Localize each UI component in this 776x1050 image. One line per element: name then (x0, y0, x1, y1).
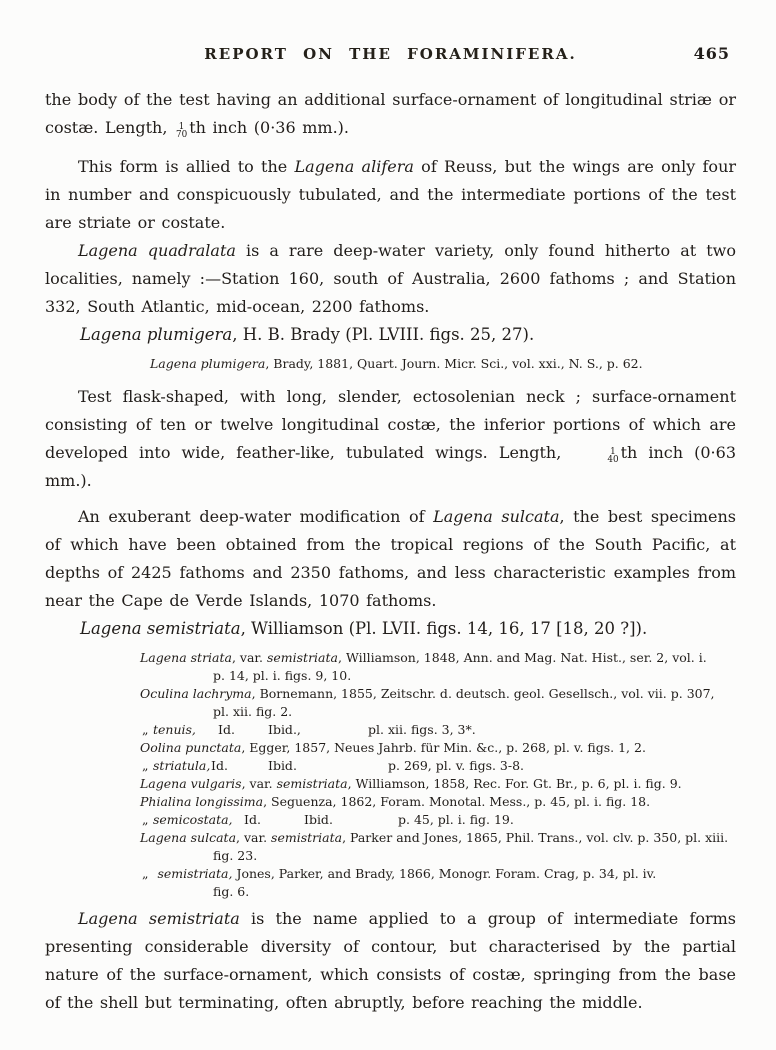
species-name-italic: Lagena sulcata (140, 830, 237, 845)
synonymy-citation (140, 829, 736, 847)
citation-author-abbrev: Id. (218, 722, 235, 737)
species-name-italic: semistriata (271, 830, 343, 845)
species-name-italic: striatula, (153, 758, 211, 773)
text-segment: , Bornemann, 1855, Zeitschr. d. deutsch. geol. Gesellsch., vol. vii. p. 307, (251, 686, 715, 701)
text-segment: Test flask-shaped, with long, slender, ectosolenian neck ; surface-ornament consisting of ten or twelve longitudinal costæ, the inferior portions of which are developed into wide, feather-like, tubulated wings. Length, (45, 387, 736, 462)
text-segment: , Williamson (Pl. LVII. figs. 14, 16, 17 [18, 20 ?]). (240, 619, 648, 638)
citation-figure-ref: pl. xii. figs. 3, 3*. (368, 722, 476, 737)
species-name-italic: semicostata, (153, 812, 233, 827)
paragraph (45, 237, 736, 321)
synonymy-citation (140, 793, 736, 811)
species-heading (45, 615, 736, 643)
citation-source-abbrev: Ibid., (268, 722, 301, 737)
text-segment: the body of the test having an additional surface-ornament of longitudinal striæ or costæ. Length, (45, 90, 736, 137)
text-segment: , the best specimens of which have been obtained from the tropical regions of the South Pacific, at depths of 2425 fathoms and 2350 fathoms, and less characteristic examples from near the Cape de Verde Islands, 1070 fathoms. (45, 507, 736, 610)
species-name-italic: Lagena quadralata (78, 241, 236, 260)
species-name-italic: Lagena striata (140, 650, 232, 665)
species-name-italic: Oculina lachryma (140, 686, 252, 701)
text-segment: , Seguenza, 1862, Foram. Monotal. Mess., p. 45, pl. i. fig. 18. (263, 794, 651, 809)
synonymy-list (140, 649, 736, 901)
text-segment: , H. B. Brady (Pl. LVIII. figs. 25, 27). (232, 325, 535, 344)
text-segment: th inch (0·36 mm.). (189, 118, 350, 137)
ditto-mark: „ (142, 812, 149, 827)
species-name-italic: Oolina punctata (140, 740, 242, 755)
citation-continuation: pl. xii. fig. 2. (213, 704, 293, 719)
species-name-italic: Phialina longissima (140, 794, 264, 809)
text-segment: , Brady, 1881, Quart. Journ. Micr. Sci., vol. xxi., N. S., p. 62. (265, 356, 643, 371)
citation-author-abbrev: Id. (211, 758, 228, 773)
species-name-italic: Lagena plumigera (150, 356, 266, 371)
citation-source-abbrev: Ibid. (304, 812, 333, 827)
paragraph (45, 153, 736, 237)
text-segment: An exuberant deep-water modification of (78, 507, 434, 526)
text-segment: This form is allied to the (78, 157, 295, 176)
species-name-italic: Lagena sulcata (433, 507, 560, 526)
citation-text: Jones, Parker, and Brady, 1866, Monogr. Foram. Crag, p. 34, pl. iv. (232, 866, 657, 881)
text-segment: , Egger, 1857, Neues Jahrb. für Min. &c., p. 268, pl. v. figs. 1, 2. (241, 740, 646, 755)
page-title: REPORT ON THE FORAMINIFERA. (204, 45, 577, 63)
ditto-mark: „ (142, 866, 149, 881)
synonymy-citation-ditto (140, 811, 736, 829)
species-name-italic: Lagena semistriata (80, 619, 241, 638)
citation-reference (150, 355, 736, 373)
synonymy-citation-ditto (140, 721, 736, 739)
text-segment: is a rare deep-water variety, only found hitherto at two localities, namely :—Station 160, south of Australia, 2600 fathoms ; and Station 332, South Atlantic, mid-ocean, 2200 fathoms. (45, 241, 736, 316)
synonymy-citation (140, 775, 736, 793)
citation-figure-ref: p. 269, pl. v. figs. 3-8. (388, 758, 525, 773)
species-name-italic: tenuis, (153, 722, 196, 737)
paragraph-continuation (45, 86, 736, 142)
citation-continuation: p. 14, pl. i. figs. 9, 10. (213, 668, 352, 683)
citation-figure-ref: p. 45, pl. i. fig. 19. (398, 812, 514, 827)
ditto-mark: „ (142, 722, 149, 737)
running-header (45, 44, 736, 64)
species-name-italic: semistriata, (157, 866, 233, 881)
text-segment: , Williamson, 1858, Rec. For. Gt. Br., p. 6, pl. i. fig. 9. (347, 776, 682, 791)
species-name-italic: semistriata (266, 650, 338, 665)
synonymy-citation (140, 649, 736, 667)
text-segment: is the name applied to a group of intermediate forms presenting considerable diversity of contour, but characterised by the partial nature of the surface-ornament, which consists of costæ, springing from the base of the shell but terminating, often abruptly, before reaching the middle. (45, 909, 737, 1012)
page-number: 465 (693, 44, 730, 63)
synonymy-citation-ditto (140, 865, 736, 883)
fraction: 1 40 (607, 446, 619, 465)
text-segment: th inch (0·63 mm.). (45, 443, 737, 490)
paragraph (45, 905, 736, 1017)
text-segment: , var. (241, 776, 277, 791)
synonymy-citation-ditto (140, 757, 736, 775)
synonymy-citation (140, 685, 736, 703)
species-name-italic: Lagena vulgaris (140, 776, 242, 791)
paragraph (45, 503, 736, 615)
fraction: 1 70 (176, 121, 188, 140)
text-segment: of Reuss, but the wings are only four in number and conspicuously tubulated, and the intermediate portions of the test are striate or costate. (45, 157, 737, 232)
species-heading (45, 321, 736, 349)
citation-source-abbrev: Ibid. (268, 758, 297, 773)
synonymy-citation (140, 739, 736, 757)
species-name-italic: semistriata (276, 776, 348, 791)
text-segment: , var. (236, 830, 272, 845)
citation-author-abbrev: Id. (244, 812, 261, 827)
species-name-italic: Lagena alifera (294, 157, 414, 176)
paragraph (45, 383, 736, 495)
text-segment: , var. (231, 650, 267, 665)
citation-continuation: fig. 6. (213, 884, 250, 899)
species-name-italic: Lagena plumigera (80, 325, 233, 344)
ditto-mark: „ (142, 758, 149, 773)
text-segment: , Parker and Jones, 1865, Phil. Trans., vol. clv. p. 350, pl. xiii. (342, 830, 729, 845)
species-name-italic: Lagena semistriata (78, 909, 240, 928)
citation-continuation: fig. 23. (213, 848, 258, 863)
page-content (45, 0, 736, 1017)
text-segment: , Williamson, 1848, Ann. and Mag. Nat. Hist., ser. 2, vol. i. (338, 650, 707, 665)
